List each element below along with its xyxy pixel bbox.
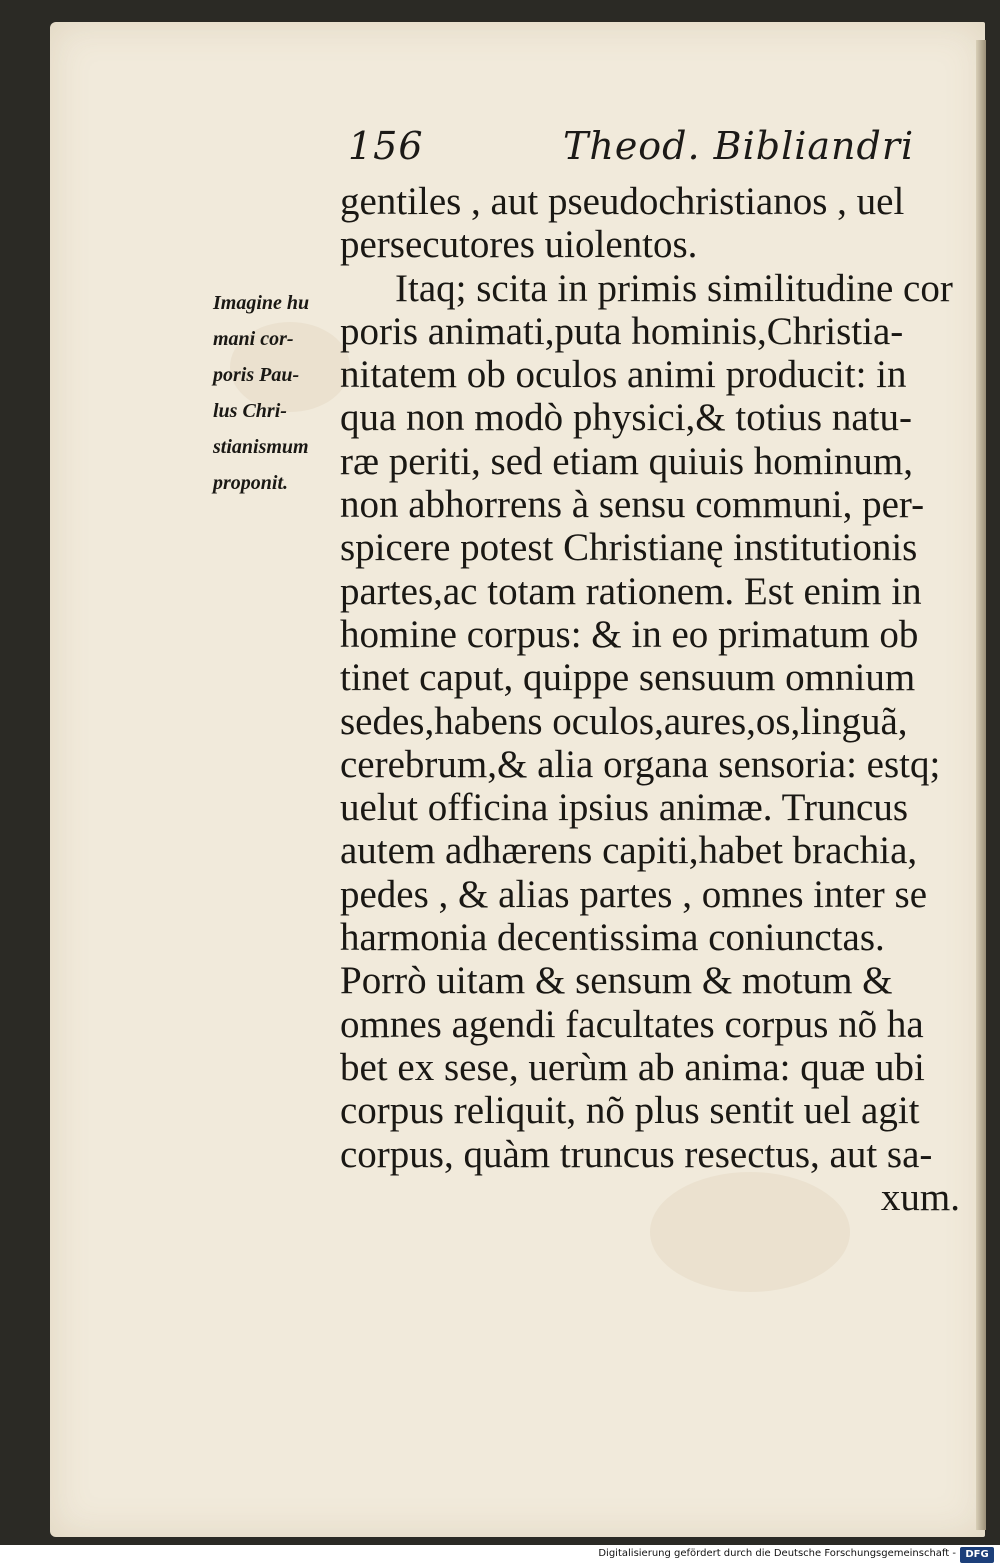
text-line: tinet caput, quippe sensuum omnium [340,656,916,700]
text-line: Itaq; scita in primis similitudine cor [395,266,953,310]
footer-bar [0,1545,1000,1566]
margin-line: stianismum [213,436,309,458]
text-line: corpus, quàm truncus resectus, aut sa- [340,1132,933,1176]
text-line: nitatem ob oculos animi producit: in [340,353,907,397]
text-line: homine corpus: & in eo primatum ob [340,612,919,656]
dfg-logo: DFG [960,1547,994,1563]
text-line: uelut officina ipsius animæ. Truncus [340,786,909,830]
margin-line: mani cor- [213,328,294,350]
text-line: partes,ac totam rationem. Est enim in [340,569,922,613]
margin-line: poris Pau- [213,364,300,386]
text-line: persecutores uiolentos. [340,223,698,267]
text-line: poris animati,puta hominis,Christia- [340,309,904,353]
marginal-note [213,285,338,501]
margin-line: proponit. [213,472,289,494]
text-line: autem adhærens capiti,habet brachia, [340,829,918,873]
text-line: pedes , & alias partes , omnes inter se [340,872,927,916]
text-line: ræ periti, sed etiam quiuis hominum, [340,439,914,483]
funding-credit: Digitalisierung gefördert durch die Deutsche Forschungsgemeinschaft - [598,1548,956,1559]
text-line: non abhorrens à sensu communi, per- [340,483,925,527]
text-line: corpus reliquit, nõ plus sentit uel agit [340,1089,920,1133]
text-line: bet ex sese, uerùm ab anima: quæ ubi [340,1045,925,1089]
text-line: Porrò uitam & sensum & motum & [340,959,893,1003]
text-line: gentiles , aut pseudochristianos , uel [340,180,905,223]
page-number: 156 [348,124,424,168]
text-line: sedes,habens oculos,aures,os,linguã, [340,699,908,743]
catchword: xum. [880,1175,960,1219]
margin-line: Imagine hu [213,292,310,314]
text-line: qua non modò physici,& totius natu- [340,396,912,440]
text-line: cerebrum,& alia organa sensoria: estq; [340,742,941,786]
running-head: Theod. Bibliandri [563,124,915,168]
page-header [348,124,958,174]
text-line: harmonia decentissima coniunctas. [340,916,885,960]
page-edge [976,40,986,1530]
text-line: omnes agendi facultates corpus nõ ha [340,1002,924,1046]
body-text [340,180,960,1219]
margin-line: lus Chri- [213,400,287,422]
text-line: spicere potest Christianę institutionis [340,526,918,570]
